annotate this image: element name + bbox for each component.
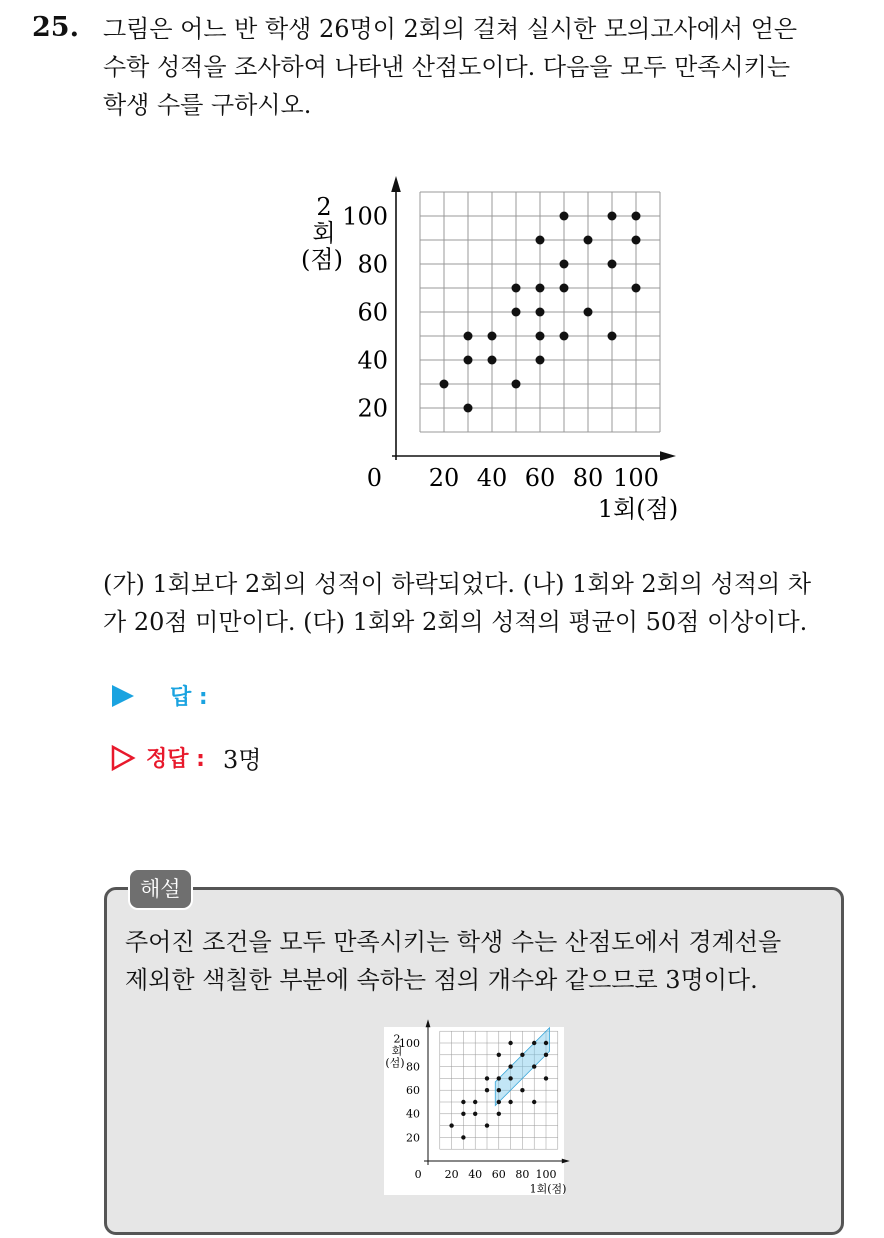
y-axis-title: 회 — [391, 1044, 403, 1058]
data-point — [464, 332, 473, 341]
origin-label: 0 — [414, 1168, 422, 1181]
data-point — [536, 308, 545, 317]
condition-line: 가 20점 미만이다. (다) 1회와 2회의 성적의 평균이 50점 이상이다. — [103, 608, 808, 636]
question-line: 그림은 어느 반 학생 26명이 2회의 걸쳐 실시한 모의고사에서 얻은 — [103, 15, 798, 43]
x-tick-label: 40 — [468, 1168, 483, 1181]
data-point — [584, 236, 593, 245]
x-tick-label: 100 — [535, 1168, 557, 1181]
data-point — [497, 1053, 501, 1057]
data-point — [536, 332, 545, 341]
y-axis-title: (점) — [301, 245, 343, 274]
data-point — [544, 1076, 548, 1080]
answer-row — [110, 680, 208, 711]
play-triangle-icon — [110, 683, 136, 709]
x-tick-label: 60 — [524, 464, 556, 492]
explanation-line: 제외한 색칠한 부분에 속하는 점의 개수와 같으므로 3명이다. — [125, 966, 758, 994]
y-axis-title: 회 — [312, 219, 336, 248]
y-tick-label: 80 — [406, 1060, 420, 1074]
data-point — [536, 236, 545, 245]
data-point — [488, 332, 497, 341]
outline-triangle-icon — [110, 744, 136, 772]
mini-chart-frame — [384, 1027, 567, 1196]
y-tick-label: 60 — [406, 1084, 420, 1098]
y-axis-title: 2 — [393, 1032, 401, 1046]
data-point — [532, 1100, 536, 1104]
conditions — [103, 565, 811, 641]
data-point — [508, 1041, 512, 1045]
y-tick-label: 40 — [406, 1107, 420, 1121]
data-point — [512, 308, 521, 317]
data-point — [497, 1100, 501, 1104]
y-tick-label: 100 — [399, 1036, 420, 1050]
y-tick-label: 100 — [342, 202, 388, 231]
correct-answer-row — [110, 740, 261, 775]
x-tick-label: 20 — [444, 1168, 459, 1181]
data-point — [532, 1041, 536, 1045]
correct-answer-label: 정답 : — [146, 747, 205, 772]
mini-scatter-plot — [384, 1027, 567, 1196]
explanation-line: 주어진 조건을 모두 만족시키는 학생 수는 산점도에서 경계선을 — [125, 928, 782, 956]
x-tick-label: 100 — [613, 464, 659, 492]
data-point — [560, 212, 569, 221]
data-point — [473, 1112, 477, 1116]
data-point — [632, 212, 641, 221]
data-point — [508, 1076, 512, 1080]
data-point — [560, 332, 569, 341]
data-point — [536, 356, 545, 365]
y-tick-label: 40 — [357, 346, 388, 375]
data-point — [497, 1112, 501, 1116]
y-axis-title: (섬) — [385, 1056, 405, 1070]
data-point — [520, 1088, 524, 1092]
data-point — [560, 260, 569, 269]
data-point — [440, 380, 449, 389]
y-tick-label: 20 — [406, 1131, 420, 1145]
data-point — [461, 1100, 465, 1104]
data-point — [512, 380, 521, 389]
y-axis-title: 2 — [316, 192, 332, 221]
data-point — [536, 284, 545, 293]
data-point — [560, 284, 569, 293]
data-point — [544, 1053, 548, 1057]
question-text — [103, 10, 863, 124]
data-point — [461, 1112, 465, 1116]
data-point — [632, 284, 641, 293]
condition-line: (가) 1회보다 2회의 성적이 하락되었다. (나) 1회와 2회의 성적의 차 — [103, 570, 812, 598]
data-point — [520, 1053, 524, 1057]
question-line: 학생 수를 구하시오. — [103, 91, 312, 119]
data-point — [512, 284, 521, 293]
y-tick-label: 80 — [357, 250, 388, 279]
answer-label: 답 : — [170, 685, 208, 710]
x-tick-label: 80 — [572, 464, 604, 492]
question-line: 수학 성적을 조사하여 나타낸 산점도이다. 다음을 모두 만족시키는 — [103, 53, 790, 81]
x-tick-label: 40 — [476, 464, 508, 492]
y-axis-arrow-icon — [391, 176, 401, 192]
data-point — [485, 1088, 489, 1092]
correct-answer-value: 3명 — [222, 746, 262, 774]
data-point — [497, 1076, 501, 1080]
data-point — [485, 1123, 489, 1127]
data-point — [608, 212, 617, 221]
data-point — [464, 404, 473, 413]
x-axis-title: 1회(점) — [597, 495, 679, 524]
data-point — [497, 1088, 501, 1092]
data-point — [544, 1041, 548, 1045]
explanation-text — [125, 923, 781, 999]
data-point — [449, 1123, 453, 1127]
data-point — [485, 1076, 489, 1080]
scatter-plot — [290, 185, 679, 530]
y-tick-label: 60 — [357, 298, 388, 327]
y-tick-label: 20 — [357, 394, 388, 423]
data-point — [584, 308, 593, 317]
x-tick-label: 20 — [428, 464, 460, 492]
data-point — [508, 1064, 512, 1068]
data-point — [508, 1100, 512, 1104]
question-number: 25. — [32, 12, 79, 43]
data-point — [464, 356, 473, 365]
data-point — [488, 356, 497, 365]
data-point — [608, 332, 617, 341]
origin-label: 0 — [366, 464, 383, 492]
data-point — [608, 260, 617, 269]
data-point — [461, 1135, 465, 1139]
x-axis-title: 1회(점) — [529, 1182, 567, 1196]
data-point — [532, 1064, 536, 1068]
explanation-tag: 해설 — [128, 868, 193, 910]
x-tick-label: 80 — [515, 1168, 530, 1181]
data-point — [473, 1100, 477, 1104]
x-tick-label: 60 — [491, 1168, 506, 1181]
x-axis-arrow-icon — [660, 451, 676, 461]
data-point — [632, 236, 641, 245]
